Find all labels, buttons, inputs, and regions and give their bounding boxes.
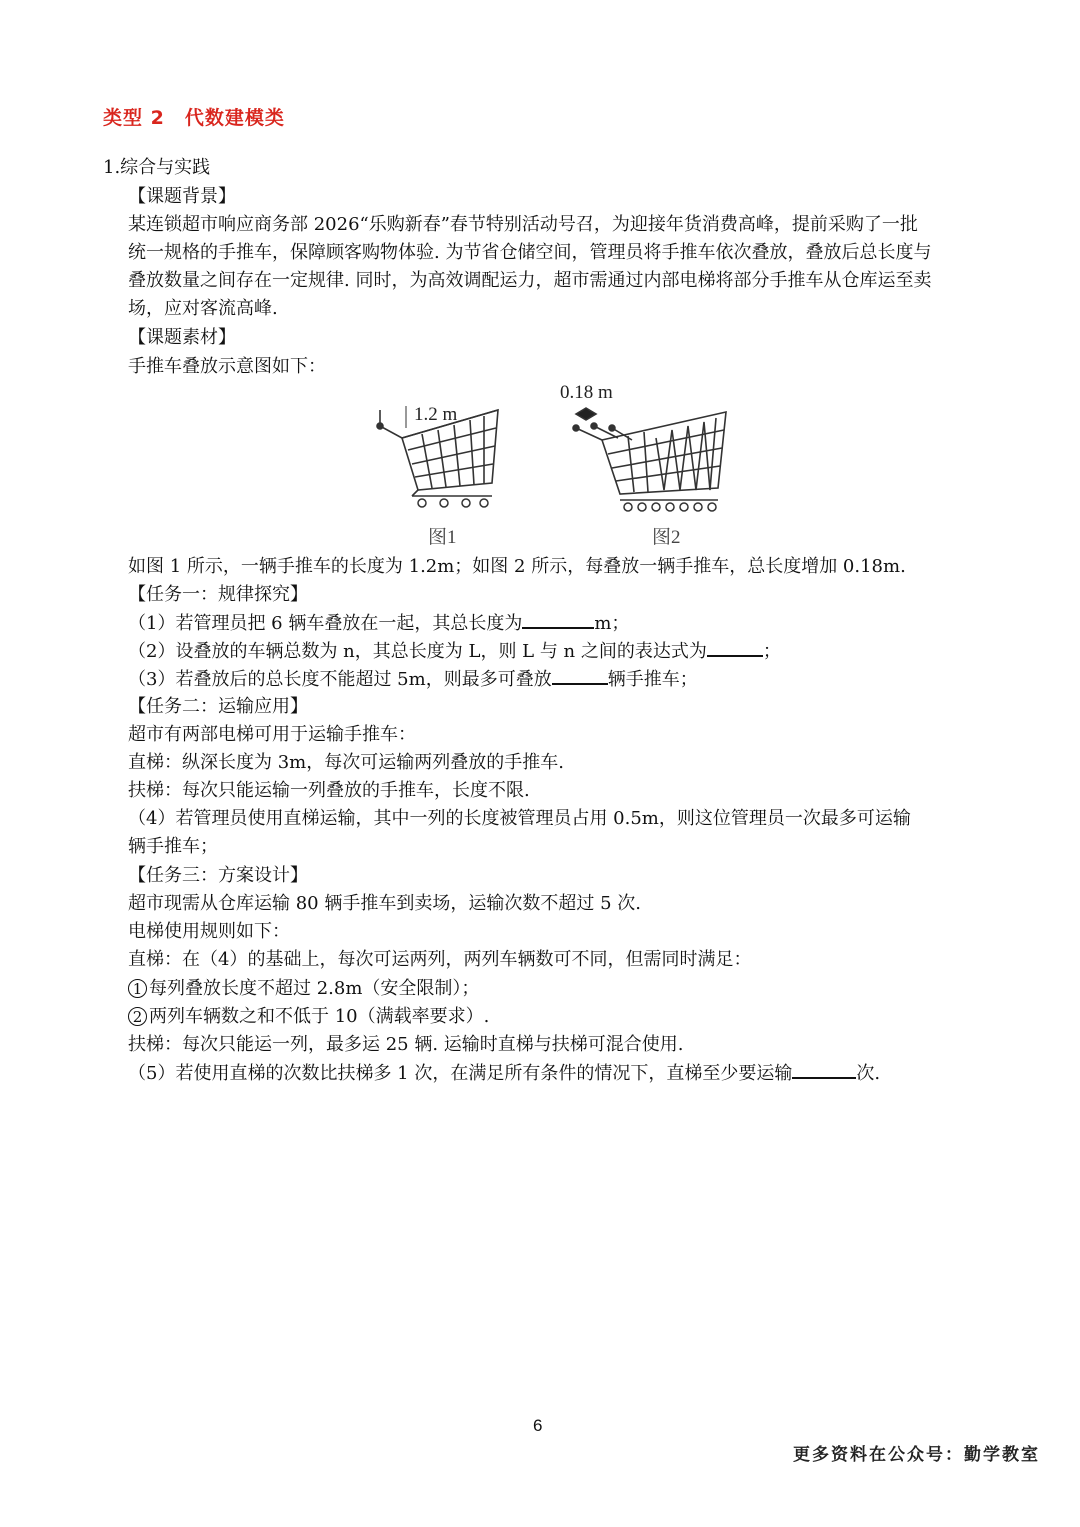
cart-1-wheels [418, 499, 488, 507]
figure-intro: 手推车叠放示意图如下： [128, 356, 326, 377]
question-2 [128, 637, 781, 666]
question-4-line-2: 辆手推车； [128, 836, 218, 857]
rule-2-text: 两列车辆数之和不低于 10（满载率要求）. [149, 1006, 490, 1027]
rule-1 [128, 975, 479, 1003]
task3-line-1: 超市现需从仓库运输 80 辆手推车到卖场，运输次数不超过 5 次. [128, 893, 641, 914]
question-2-end: ； [762, 641, 781, 662]
question-5-text: （5）若使用直梯的次数比扶梯多 1 次，在满足所有条件的情况下，直梯至少要运输 [128, 1063, 793, 1084]
fig1-caption: 图1 [428, 527, 457, 548]
question-1 [128, 609, 629, 638]
rule-1-text: 每列叠放长度不超过 2.8m（安全限制）； [149, 978, 480, 999]
question-1-text: （1）若管理员把 6 辆车叠放在一起，其总长度为 [128, 613, 523, 634]
background-label: 【课题背景】 [128, 186, 236, 207]
rule-2-number: 2 [128, 1007, 147, 1026]
rule-1-number: 1 [128, 979, 147, 998]
background-line-3: 叠放数量之间存在一定规律. 同时，为高效调配运力，超市需通过内部电梯将部分手推车从仓库运至卖 [128, 270, 932, 291]
answer-blank-5[interactable] [792, 1059, 856, 1079]
task2-line-2: 直梯：纵深长度为 3m，每次可运输两列叠放的手推车. [128, 752, 564, 773]
question-3 [128, 665, 698, 694]
question-4-line-1: （4）若管理员使用直梯运输，其中一列的长度被管理员占用 0.5m，则这位管理员一次最多可运输 [128, 808, 911, 829]
footer-note: 更多资料在公众号：勤学教室 [793, 1445, 1040, 1465]
task3-line-3: 直梯：在（4）的基础上，每次可运两列，两列车辆数可不同，但需同时满足： [128, 949, 752, 970]
question-1-unit: m； [594, 613, 630, 634]
problem-heading: 1.综合与实践 [103, 157, 211, 178]
task1-label: 【任务一：规律探究】 [128, 584, 308, 605]
background-line-1: 某连锁超市响应商务部 2026“乐购新春”春节特别活动号召，为迎接年货消费高峰，提前采购了一批 [128, 214, 918, 235]
section-title: 类型 2 代数建模类 [103, 107, 285, 129]
question-5-end: 次. [856, 1063, 881, 1084]
question-3-end: 辆手推车； [607, 669, 698, 690]
task2-label: 【任务二：运输应用】 [128, 696, 308, 717]
rule-2 [128, 1003, 489, 1031]
figure-description: 如图 1 所示，一辆手推车的长度为 1.2m；如图 2 所示，每叠放一辆手推车，总长度增加 0.18m. [128, 556, 906, 577]
answer-blank-3[interactable] [552, 665, 608, 685]
question-2-text: （2）设叠放的车辆总数为 n，其总长度为 L，则 L 与 n 之间的表达式为 [128, 641, 707, 662]
material-label: 【课题素材】 [128, 327, 236, 348]
fig2-caption: 图2 [652, 527, 681, 548]
escalator-rule: 扶梯：每次只能运一列，最多运 25 辆. 运输时直梯与扶梯可混合使用. [128, 1034, 684, 1055]
question-5 [128, 1059, 880, 1088]
page-number: 6 [533, 1416, 543, 1435]
background-line-2: 统一规格的手推车，保障顾客购物体验. 为节省仓储空间，管理员将手推车依次叠放，叠放后总长度与 [128, 242, 932, 263]
task3-label: 【任务三：方案设计】 [128, 865, 308, 886]
answer-blank-2[interactable] [707, 637, 763, 657]
cart-2-illustration [573, 408, 726, 500]
fig1-dimension: 1.2 m [414, 404, 458, 425]
cart-2-wheels [624, 503, 716, 511]
cart-figure [366, 378, 736, 550]
task2-line-1: 超市有两部电梯可用于运输手推车： [128, 724, 416, 745]
task2-line-3: 扶梯：每次只能运输一列叠放的手推车，长度不限. [128, 780, 530, 801]
question-3-text: （3）若叠放后的总长度不能超过 5m，则最多可叠放 [128, 669, 552, 690]
answer-blank-1[interactable] [522, 609, 594, 629]
task3-line-2: 电梯使用规则如下： [128, 921, 290, 942]
fig2-dimension: 0.18 m [560, 382, 613, 403]
background-line-4: 场，应对客流高峰. [128, 298, 278, 319]
